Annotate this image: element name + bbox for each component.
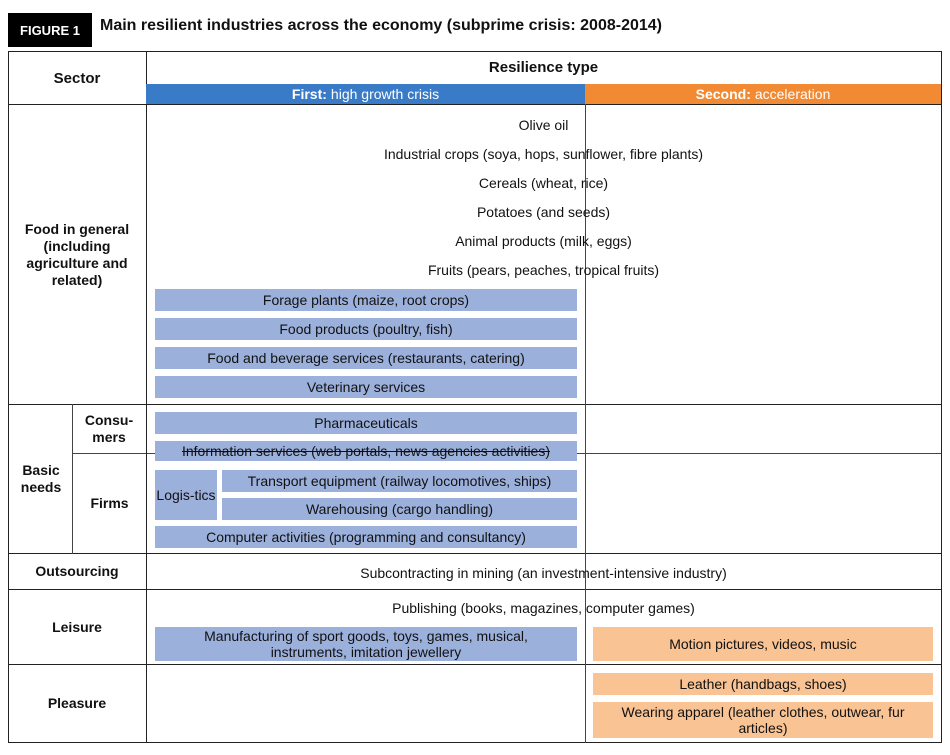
- leisure-bottom-border: [8, 664, 942, 665]
- consumers-first-item: Information services (web portals, news agencies activities): [155, 441, 577, 461]
- firms-computer: Computer activities (programming and consultancy): [155, 526, 577, 548]
- food-first-item: Food and beverage services (restaurants, catering): [155, 347, 577, 369]
- figure-title: Main resilient industries across the economy (subprime crisis: 2008-2014): [100, 17, 662, 34]
- sector-consumers: Consu-mers: [84, 412, 134, 445]
- resilience-midline: [585, 104, 586, 743]
- consumers-first-item: Pharmaceuticals: [155, 412, 577, 434]
- firms-transport: Transport equipment (railway locomotives, ships): [222, 470, 577, 492]
- food-common-item: Animal products (milk, eggs): [455, 233, 632, 249]
- food-first-item: Veterinary services: [155, 376, 577, 398]
- food-common-item: Olive oil: [518, 117, 569, 133]
- food-bottom-border: [8, 404, 942, 405]
- first-type-text: high growth crisis: [330, 86, 440, 102]
- sector-firms: Firms: [90, 495, 129, 511]
- pleasure-second-item: Leather (handbags, shoes): [593, 673, 933, 695]
- leisure-first-item: Manufacturing of sport goods, toys, games, musical, instruments, imitation jewellery: [155, 627, 577, 661]
- firms-warehousing: Warehousing (cargo handling): [222, 498, 577, 520]
- leisure-common-item: Publishing (books, magazines, computer games): [392, 600, 695, 616]
- first-type-band: [146, 84, 585, 104]
- header-resilience-type: Resilience type: [488, 59, 599, 76]
- sector-food: Food in general (including agriculture and related): [24, 220, 130, 288]
- outsourcing-bottom-border: [8, 589, 942, 590]
- food-common-item: Fruits (pears, peaches, tropical fruits): [427, 262, 660, 278]
- second-type-band: [585, 84, 941, 104]
- second-type-bold: Second:: [695, 86, 751, 102]
- second-type-text: acceleration: [754, 86, 831, 102]
- sector-basic-needs: Basic needs: [20, 462, 62, 495]
- food-first-item: Food products (poultry, fish): [155, 318, 577, 340]
- table-top-border: [8, 51, 942, 52]
- food-common-item: Cereals (wheat, rice): [478, 175, 609, 191]
- outsourcing-common-item: Subcontracting in mining (an investment-intensive industry): [360, 565, 727, 581]
- sector-pleasure: Pleasure: [47, 695, 107, 711]
- header-sector: Sector: [53, 69, 101, 87]
- leisure-second-item: Motion pictures, videos, music: [593, 627, 933, 661]
- figure-label: FIGURE 1: [8, 13, 92, 47]
- first-type-bold: First:: [291, 86, 327, 102]
- food-first-item: Forage plants (maize, root crops): [155, 289, 577, 311]
- table-right-border: [941, 51, 942, 743]
- pleasure-second-item: Wearing apparel (leather clothes, outwear, fur articles): [593, 702, 933, 738]
- table-bottom-border: [8, 742, 942, 743]
- food-common-item: Industrial crops (soya, hops, sunflower, fibre plants): [383, 146, 704, 162]
- food-common-item: Potatoes (and seeds): [476, 204, 611, 220]
- header-bottom-border: [8, 104, 942, 105]
- sector-outsourcing: Outsourcing: [35, 563, 119, 579]
- firms-logistics: Logis-tics: [155, 470, 217, 520]
- basic-bottom-border: [8, 553, 942, 554]
- sector-leisure: Leisure: [52, 618, 102, 635]
